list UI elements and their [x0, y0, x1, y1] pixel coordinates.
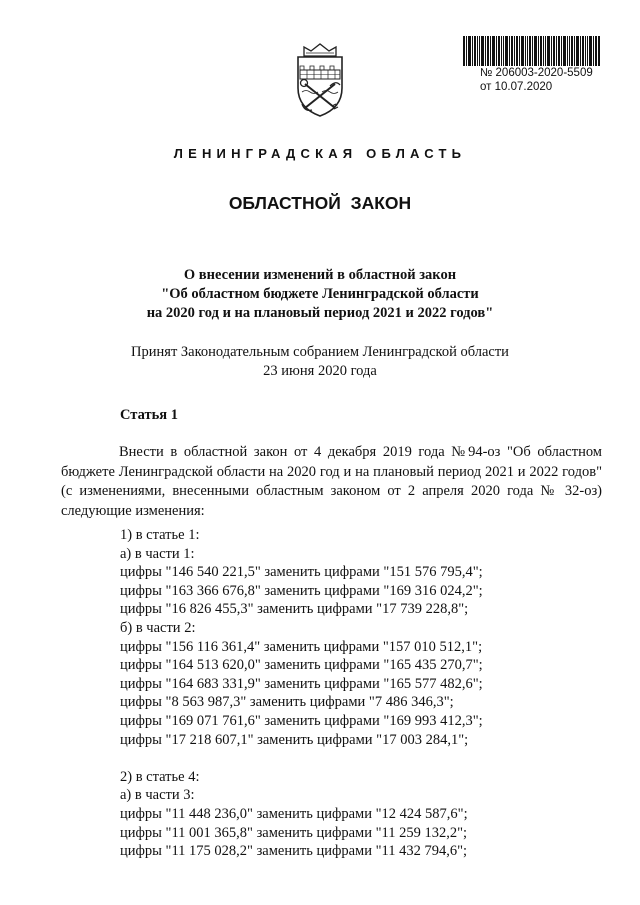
- list-item: цифры "169 071 761,6" заменить цифрами "169 993 412,3";: [120, 712, 483, 729]
- list-item: цифры "17 218 607,1" заменить цифрами "17 003 284,1";: [120, 731, 469, 748]
- law-type-heading: ОБЛАСТНОЙ ЗАКОН: [228, 193, 412, 213]
- article-intro-paragraph: Внести в областной закон от 4 декабря 2019 года №94-оз "Об областном бюджете Ленинградской области на 2020 год и на плановый период 2021 и 2022 годов" (с изменениями, внесенными областным законом от 2 апреля 2020 года № 32-оз) следующие изменения:: [61, 444, 602, 519]
- registration-number: № 206003-2020-5509: [480, 67, 593, 79]
- law-title: [0, 266, 640, 323]
- region-heading: ЛЕНИНГРАДСКАЯ ОБЛАСТЬ: [173, 146, 467, 161]
- registration-block: [480, 66, 593, 94]
- list-item: цифры "156 116 361,4" заменить цифрами "157 010 512,1";: [120, 638, 483, 655]
- law-title-line: на 2020 год и на плановый период 2021 и 2022 годов": [146, 305, 494, 321]
- list-item: цифры "146 540 221,5" заменить цифрами "151 576 795,4";: [120, 564, 483, 581]
- list-item: цифры "164 683 331,9" заменить цифрами "165 577 482,6";: [120, 675, 483, 692]
- list-item: цифры "8 563 987,3" заменить цифрами "7 486 346,3";: [120, 694, 454, 711]
- list-item: цифры "16 826 455,3" заменить цифрами "17 739 228,8";: [120, 601, 469, 618]
- barcode: [463, 36, 600, 66]
- list-item: цифры "11 448 236,0" заменить цифрами "12 424 587,6";: [120, 805, 468, 822]
- list-item: 1) в статье 1:: [120, 527, 200, 543]
- list-item: а) в части 3:: [120, 787, 195, 804]
- list-item: цифры "163 366 676,8" заменить цифрами "169 316 024,2";: [120, 582, 483, 599]
- article-heading: Статья 1: [120, 407, 178, 423]
- changes-list: [120, 526, 483, 861]
- list-item: 2) в статье 4:: [120, 768, 200, 785]
- list-item: цифры "164 513 620,0" заменить цифрами "165 435 270,7";: [120, 657, 483, 674]
- list-item: цифры "11 175 028,2" заменить цифрами "11 432 794,6";: [120, 843, 468, 860]
- law-title-line: О внесении изменений в областной закон: [183, 267, 457, 283]
- adoption-date: 23 июня 2020 года: [263, 363, 377, 379]
- adoption-line: Принят Законодательным собранием Ленинградской области: [131, 344, 509, 360]
- coat-of-arms-emblem: [290, 42, 350, 120]
- list-item: цифры "11 001 365,8" заменить цифрами "11 259 132,2";: [120, 824, 468, 841]
- law-title-line: "Об областном бюджете Ленинградской области: [161, 286, 479, 302]
- list-item: б) в части 2:: [120, 619, 196, 636]
- list-spacer: [120, 749, 483, 768]
- adoption-note: [0, 343, 640, 381]
- list-item: а) в части 1:: [120, 545, 195, 562]
- registration-date: от 10.07.2020: [480, 81, 553, 93]
